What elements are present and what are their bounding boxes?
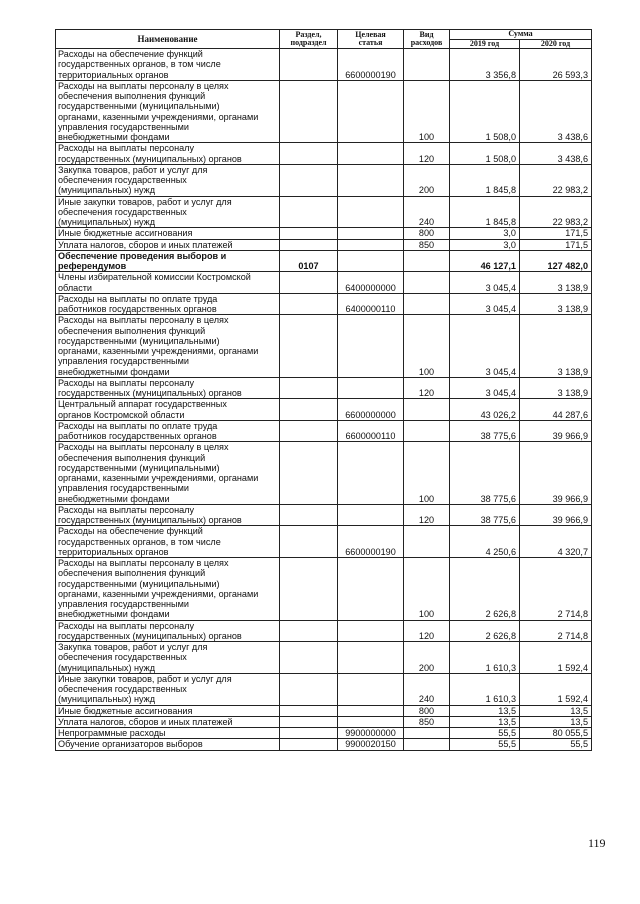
row-name: Расходы на выплаты персоналу в целях обеспечения выполнения функций государственными (муниципальными) органами, казенными учреждениями, органами управления государственными внебюджетными фондами	[56, 558, 280, 621]
row-target-article	[338, 377, 404, 399]
table-row	[56, 250, 592, 272]
row-sum-2020: 3 438,6	[520, 80, 592, 143]
row-name: Расходы на обеспечение функций государственных органов, в том числе территориальных органов	[56, 49, 280, 81]
row-target-article: 6400000000	[338, 272, 404, 294]
row-sum-2019: 55,5	[450, 728, 520, 739]
row-sum-2019: 55,5	[450, 739, 520, 750]
row-sum-2020: 80 055,5	[520, 728, 592, 739]
row-target-article	[338, 558, 404, 621]
row-expense-type: 100	[404, 442, 450, 505]
table-row	[56, 315, 592, 378]
row-name: Расходы на выплаты персоналу государственных (муниципальных) органов	[56, 377, 280, 399]
table-row	[56, 239, 592, 250]
row-sum-2020: 39 966,9	[520, 442, 592, 505]
row-sum-2020: 3 138,9	[520, 377, 592, 399]
row-sum-2019: 3,0	[450, 239, 520, 250]
header-sum: Сумма	[450, 30, 592, 40]
row-sum-2019: 38 775,6	[450, 504, 520, 526]
row-name: Иные закупки товаров, работ и услуг для обеспечения государственных (муниципальных) нужд	[56, 673, 280, 705]
row-expense-type: 800	[404, 705, 450, 716]
table-row	[56, 399, 592, 421]
row-sum-2019: 38 775,6	[450, 420, 520, 442]
row-section	[280, 164, 338, 196]
row-name: Уплата налогов, сборов и иных платежей	[56, 716, 280, 727]
row-target-article	[338, 705, 404, 716]
row-section	[280, 420, 338, 442]
row-target-article	[338, 716, 404, 727]
row-sum-2019: 1 845,8	[450, 164, 520, 196]
row-expense-type: 100	[404, 315, 450, 378]
row-name: Иные бюджетные ассигнования	[56, 228, 280, 239]
row-expense-type: 200	[404, 642, 450, 674]
header-section: Раздел, подраздел	[280, 30, 338, 49]
row-target-article	[338, 228, 404, 239]
table-row	[56, 228, 592, 239]
row-expense-type: 100	[404, 80, 450, 143]
row-expense-type: 850	[404, 239, 450, 250]
row-sum-2019: 2 626,8	[450, 558, 520, 621]
row-sum-2019: 3 045,4	[450, 315, 520, 378]
row-sum-2019: 1 845,8	[450, 196, 520, 228]
row-name: Непрограммные расходы	[56, 728, 280, 739]
table-row	[56, 377, 592, 399]
table-row	[56, 80, 592, 143]
row-sum-2019: 3 045,4	[450, 377, 520, 399]
row-expense-type	[404, 293, 450, 315]
row-sum-2019: 3 045,4	[450, 293, 520, 315]
row-section	[280, 739, 338, 750]
row-sum-2020: 1 592,4	[520, 642, 592, 674]
row-section	[280, 315, 338, 378]
row-expense-type	[404, 526, 450, 558]
row-sum-2020: 171,5	[520, 239, 592, 250]
row-expense-type: 850	[404, 716, 450, 727]
row-section	[280, 705, 338, 716]
row-expense-type: 240	[404, 196, 450, 228]
row-name: Расходы на выплаты персоналу в целях обеспечения выполнения функций государственными (муниципальными) органами, казенными учреждениями, органами управления государственными внебюджетными фондами	[56, 315, 280, 378]
row-sum-2019: 3,0	[450, 228, 520, 239]
row-expense-type: 120	[404, 620, 450, 642]
row-expense-type: 240	[404, 673, 450, 705]
row-name: Расходы на выплаты персоналу государственных (муниципальных) органов	[56, 620, 280, 642]
row-name: Иные закупки товаров, работ и услуг для обеспечения государственных (муниципальных) нужд	[56, 196, 280, 228]
table-row	[56, 526, 592, 558]
row-expense-type: 120	[404, 377, 450, 399]
header-year-2020: 2020 год	[520, 39, 592, 49]
row-target-article: 6600000110	[338, 420, 404, 442]
row-sum-2019: 13,5	[450, 716, 520, 727]
row-expense-type: 120	[404, 143, 450, 165]
row-target-article: 9900020150	[338, 739, 404, 750]
table-row	[56, 504, 592, 526]
row-sum-2020: 44 287,6	[520, 399, 592, 421]
row-section	[280, 377, 338, 399]
row-name: Центральный аппарат государственных органов Костромской области	[56, 399, 280, 421]
row-sum-2019: 3 356,8	[450, 49, 520, 81]
row-target-article	[338, 504, 404, 526]
row-name: Расходы на выплаты персоналу в целях обеспечения выполнения функций государственными (муниципальными) органами, казенными учреждениями, органами управления государственными внебюджетными фондами	[56, 442, 280, 505]
row-target-article: 6400000110	[338, 293, 404, 315]
budget-table-page	[55, 29, 591, 751]
table-row	[56, 739, 592, 750]
row-expense-type	[404, 272, 450, 294]
row-sum-2020: 1 592,4	[520, 673, 592, 705]
row-section	[280, 673, 338, 705]
table-row	[56, 673, 592, 705]
row-target-article: 6600000190	[338, 526, 404, 558]
row-name: Расходы на выплаты персоналу государственных (муниципальных) органов	[56, 143, 280, 165]
row-target-article	[338, 250, 404, 272]
row-sum-2020: 3 138,9	[520, 315, 592, 378]
row-section	[280, 558, 338, 621]
row-target-article	[338, 673, 404, 705]
row-sum-2019: 1 508,0	[450, 80, 520, 143]
row-sum-2020: 2 714,8	[520, 558, 592, 621]
row-section	[280, 196, 338, 228]
row-section	[280, 80, 338, 143]
row-section: 0107	[280, 250, 338, 272]
row-section	[280, 526, 338, 558]
row-name: Расходы на выплаты персоналу государственных (муниципальных) органов	[56, 504, 280, 526]
row-sum-2019: 46 127,1	[450, 250, 520, 272]
row-expense-type	[404, 399, 450, 421]
row-target-article	[338, 642, 404, 674]
table-body	[56, 49, 592, 751]
table-row	[56, 705, 592, 716]
row-target-article	[338, 442, 404, 505]
row-section	[280, 716, 338, 727]
row-name: Закупка товаров, работ и услуг для обеспечения государственных (муниципальных) нужд	[56, 164, 280, 196]
row-expense-type	[404, 420, 450, 442]
row-expense-type: 120	[404, 504, 450, 526]
table-row	[56, 272, 592, 294]
row-sum-2019: 43 026,2	[450, 399, 520, 421]
table-row	[56, 442, 592, 505]
table-row	[56, 49, 592, 81]
row-expense-type: 200	[404, 164, 450, 196]
row-sum-2019: 3 045,4	[450, 272, 520, 294]
row-section	[280, 293, 338, 315]
row-sum-2020: 4 320,7	[520, 526, 592, 558]
row-section	[280, 399, 338, 421]
row-name: Обучение организаторов выборов	[56, 739, 280, 750]
row-target-article	[338, 315, 404, 378]
row-expense-type: 800	[404, 228, 450, 239]
row-sum-2019: 1 508,0	[450, 143, 520, 165]
row-expense-type: 100	[404, 558, 450, 621]
row-target-article	[338, 196, 404, 228]
row-section	[280, 620, 338, 642]
row-name: Члены избирательной комиссии Костромской области	[56, 272, 280, 294]
row-target-article	[338, 164, 404, 196]
table-row	[56, 558, 592, 621]
row-expense-type	[404, 728, 450, 739]
row-sum-2019: 38 775,6	[450, 442, 520, 505]
row-sum-2020: 55,5	[520, 739, 592, 750]
row-name: Обеспечение проведения выборов и референдумов	[56, 250, 280, 272]
row-name: Расходы на обеспечение функций государственных органов, в том числе территориальных органов	[56, 526, 280, 558]
row-sum-2020: 39 966,9	[520, 504, 592, 526]
row-sum-2020: 13,5	[520, 716, 592, 727]
row-sum-2020: 3 438,6	[520, 143, 592, 165]
row-sum-2020: 39 966,9	[520, 420, 592, 442]
row-name: Расходы на выплаты по оплате труда работников государственных органов	[56, 293, 280, 315]
row-sum-2020: 2 714,8	[520, 620, 592, 642]
row-sum-2020: 3 138,9	[520, 293, 592, 315]
row-name: Уплата налогов, сборов и иных платежей	[56, 239, 280, 250]
row-sum-2019: 1 610,3	[450, 673, 520, 705]
row-target-article	[338, 80, 404, 143]
row-section	[280, 728, 338, 739]
row-name: Расходы на выплаты по оплате труда работников государственных органов	[56, 420, 280, 442]
row-sum-2020: 22 983,2	[520, 164, 592, 196]
row-name: Иные бюджетные ассигнования	[56, 705, 280, 716]
row-sum-2019: 2 626,8	[450, 620, 520, 642]
header-target-article: Целевая статья	[338, 30, 404, 49]
row-expense-type	[404, 250, 450, 272]
table-row	[56, 143, 592, 165]
table-row	[56, 164, 592, 196]
row-sum-2019: 1 610,3	[450, 642, 520, 674]
row-section	[280, 228, 338, 239]
row-section	[280, 143, 338, 165]
header-name: Наименование	[56, 30, 280, 49]
row-target-article	[338, 620, 404, 642]
row-section	[280, 442, 338, 505]
row-sum-2020: 22 983,2	[520, 196, 592, 228]
row-sum-2019: 4 250,6	[450, 526, 520, 558]
table-row	[56, 293, 592, 315]
row-target-article	[338, 239, 404, 250]
row-sum-2020: 3 138,9	[520, 272, 592, 294]
row-section	[280, 239, 338, 250]
row-expense-type	[404, 739, 450, 750]
row-target-article: 9900000000	[338, 728, 404, 739]
row-expense-type	[404, 49, 450, 81]
header-year-2019: 2019 год	[450, 39, 520, 49]
row-section	[280, 272, 338, 294]
row-sum-2020: 13,5	[520, 705, 592, 716]
row-sum-2020: 26 593,3	[520, 49, 592, 81]
table-row	[56, 728, 592, 739]
row-name: Закупка товаров, работ и услуг для обеспечения государственных (муниципальных) нужд	[56, 642, 280, 674]
row-target-article	[338, 143, 404, 165]
table-row	[56, 196, 592, 228]
budget-table	[55, 29, 592, 751]
row-target-article: 6600000190	[338, 49, 404, 81]
table-row	[56, 642, 592, 674]
row-section	[280, 49, 338, 81]
page-number: 119	[588, 836, 606, 850]
header-expense-type: Вид расходов	[404, 30, 450, 49]
row-name: Расходы на выплаты персоналу в целях обеспечения выполнения функций государственными (муниципальными) органами, казенными учреждениями, органами управления государственными внебюджетными фондами	[56, 80, 280, 143]
table-row	[56, 420, 592, 442]
row-section	[280, 504, 338, 526]
table-row	[56, 620, 592, 642]
row-target-article: 6600000000	[338, 399, 404, 421]
row-sum-2019: 13,5	[450, 705, 520, 716]
row-sum-2020: 127 482,0	[520, 250, 592, 272]
row-section	[280, 642, 338, 674]
row-sum-2020: 171,5	[520, 228, 592, 239]
table-row	[56, 716, 592, 727]
